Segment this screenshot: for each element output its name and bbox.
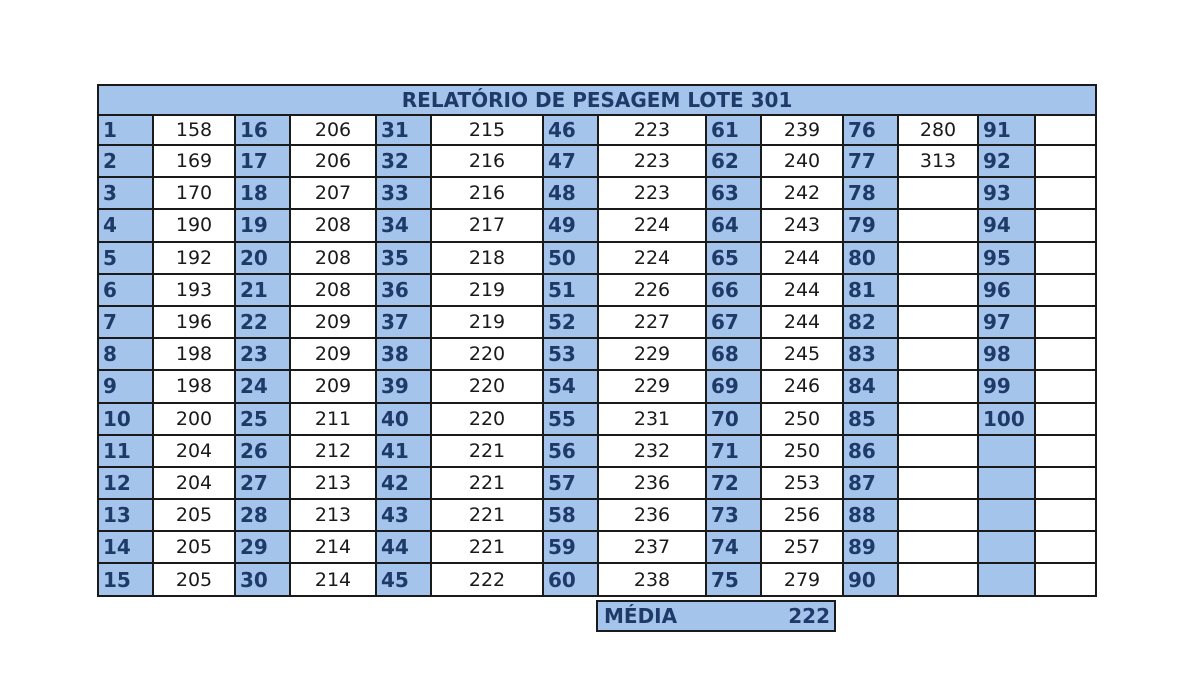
weight-cell bbox=[1035, 209, 1096, 241]
animal-number-cell: 82 bbox=[843, 306, 898, 338]
table-row bbox=[98, 403, 1096, 435]
animal-number-cell: 18 bbox=[235, 177, 290, 209]
animal-number-cell: 62 bbox=[706, 145, 761, 177]
animal-number-cell bbox=[978, 467, 1035, 499]
weight-cell bbox=[1035, 370, 1096, 402]
weight-cell bbox=[898, 370, 978, 402]
animal-number-cell: 30 bbox=[235, 563, 290, 595]
weight-cell: 279 bbox=[761, 563, 843, 595]
animal-number-cell: 99 bbox=[978, 370, 1035, 402]
table-row bbox=[98, 499, 1096, 531]
animal-number-cell: 47 bbox=[543, 145, 598, 177]
weight-cell bbox=[898, 306, 978, 338]
table-row bbox=[98, 531, 1096, 563]
animal-number-cell: 100 bbox=[978, 403, 1035, 435]
weight-cell: 169 bbox=[153, 145, 235, 177]
weight-cell bbox=[898, 274, 978, 306]
weight-cell: 231 bbox=[598, 403, 706, 435]
weight-cell bbox=[898, 563, 978, 595]
animal-number-cell: 45 bbox=[376, 563, 431, 595]
weight-cell: 219 bbox=[431, 274, 543, 306]
weight-cell bbox=[1035, 306, 1096, 338]
average-value: 222 bbox=[788, 604, 830, 628]
weight-cell: 208 bbox=[290, 274, 376, 306]
weight-cell: 222 bbox=[431, 563, 543, 595]
weight-cell: 242 bbox=[761, 177, 843, 209]
weight-cell: 196 bbox=[153, 306, 235, 338]
weight-cell: 220 bbox=[431, 338, 543, 370]
weight-cell: 250 bbox=[761, 403, 843, 435]
weight-cell: 192 bbox=[153, 242, 235, 274]
animal-number-cell: 49 bbox=[543, 209, 598, 241]
animal-number-cell: 70 bbox=[706, 403, 761, 435]
animal-number-cell: 57 bbox=[543, 467, 598, 499]
weight-cell bbox=[1035, 274, 1096, 306]
weight-cell: 224 bbox=[598, 209, 706, 241]
weight-cell: 205 bbox=[153, 531, 235, 563]
animal-number-cell: 69 bbox=[706, 370, 761, 402]
animal-number-cell: 80 bbox=[843, 242, 898, 274]
weight-cell: 219 bbox=[431, 306, 543, 338]
average-box bbox=[596, 600, 836, 632]
animal-number-cell: 21 bbox=[235, 274, 290, 306]
weight-cell: 214 bbox=[290, 531, 376, 563]
animal-number-cell: 53 bbox=[543, 338, 598, 370]
animal-number-cell: 98 bbox=[978, 338, 1035, 370]
weight-cell: 240 bbox=[761, 145, 843, 177]
animal-number-cell: 90 bbox=[843, 563, 898, 595]
table-row bbox=[98, 370, 1096, 402]
animal-number-cell: 72 bbox=[706, 467, 761, 499]
animal-number-cell: 52 bbox=[543, 306, 598, 338]
weight-cell: 229 bbox=[598, 370, 706, 402]
weight-cell: 280 bbox=[898, 115, 978, 145]
weight-cell bbox=[1035, 242, 1096, 274]
table-row bbox=[98, 115, 1096, 145]
weight-cell: 253 bbox=[761, 467, 843, 499]
table-row bbox=[98, 467, 1096, 499]
animal-number-cell: 33 bbox=[376, 177, 431, 209]
animal-number-cell: 83 bbox=[843, 338, 898, 370]
weight-cell bbox=[898, 209, 978, 241]
animal-number-cell: 7 bbox=[98, 306, 153, 338]
animal-number-cell: 84 bbox=[843, 370, 898, 402]
animal-number-cell: 41 bbox=[376, 435, 431, 467]
weight-cell: 238 bbox=[598, 563, 706, 595]
animal-number-cell bbox=[978, 563, 1035, 595]
animal-number-cell: 48 bbox=[543, 177, 598, 209]
table-row bbox=[98, 563, 1096, 595]
table-row bbox=[98, 306, 1096, 338]
animal-number-cell: 94 bbox=[978, 209, 1035, 241]
weight-cell bbox=[1035, 563, 1096, 595]
animal-number-cell: 51 bbox=[543, 274, 598, 306]
animal-number-cell: 96 bbox=[978, 274, 1035, 306]
animal-number-cell: 28 bbox=[235, 499, 290, 531]
table-body bbox=[98, 85, 1096, 596]
weight-cell: 244 bbox=[761, 306, 843, 338]
weight-cell: 200 bbox=[153, 403, 235, 435]
weight-cell: 198 bbox=[153, 338, 235, 370]
animal-number-cell: 31 bbox=[376, 115, 431, 145]
weight-cell: 220 bbox=[431, 370, 543, 402]
weight-cell: 209 bbox=[290, 370, 376, 402]
weight-cell: 224 bbox=[598, 242, 706, 274]
weight-cell: 170 bbox=[153, 177, 235, 209]
weight-cell bbox=[898, 435, 978, 467]
weight-cell: 216 bbox=[431, 177, 543, 209]
animal-number-cell: 13 bbox=[98, 499, 153, 531]
animal-number-cell: 16 bbox=[235, 115, 290, 145]
weight-cell: 246 bbox=[761, 370, 843, 402]
weight-cell: 244 bbox=[761, 274, 843, 306]
animal-number-cell: 9 bbox=[98, 370, 153, 402]
weight-cell bbox=[898, 499, 978, 531]
animal-number-cell: 25 bbox=[235, 403, 290, 435]
weight-cell bbox=[898, 338, 978, 370]
animal-number-cell: 29 bbox=[235, 531, 290, 563]
weight-cell: 229 bbox=[598, 338, 706, 370]
table-row bbox=[98, 274, 1096, 306]
weight-cell: 226 bbox=[598, 274, 706, 306]
weight-cell: 216 bbox=[431, 145, 543, 177]
weight-cell: 257 bbox=[761, 531, 843, 563]
animal-number-cell: 54 bbox=[543, 370, 598, 402]
table-row bbox=[98, 177, 1096, 209]
weight-cell: 223 bbox=[598, 115, 706, 145]
animal-number-cell bbox=[978, 499, 1035, 531]
weight-cell: 205 bbox=[153, 563, 235, 595]
animal-number-cell: 89 bbox=[843, 531, 898, 563]
weight-cell: 208 bbox=[290, 242, 376, 274]
animal-number-cell: 66 bbox=[706, 274, 761, 306]
animal-number-cell: 61 bbox=[706, 115, 761, 145]
weight-cell bbox=[1035, 177, 1096, 209]
weight-cell: 223 bbox=[598, 145, 706, 177]
animal-number-cell: 22 bbox=[235, 306, 290, 338]
animal-number-cell: 43 bbox=[376, 499, 431, 531]
table-row bbox=[98, 209, 1096, 241]
animal-number-cell: 64 bbox=[706, 209, 761, 241]
animal-number-cell: 17 bbox=[235, 145, 290, 177]
animal-number-cell: 20 bbox=[235, 242, 290, 274]
report-title: RELATÓRIO DE PESAGEM LOTE 301 bbox=[98, 85, 1096, 115]
weight-cell: 221 bbox=[431, 531, 543, 563]
animal-number-cell: 81 bbox=[843, 274, 898, 306]
animal-number-cell: 77 bbox=[843, 145, 898, 177]
weight-cell: 221 bbox=[431, 467, 543, 499]
animal-number-cell: 27 bbox=[235, 467, 290, 499]
animal-number-cell bbox=[978, 531, 1035, 563]
weight-cell: 213 bbox=[290, 499, 376, 531]
weight-cell bbox=[898, 467, 978, 499]
weight-cell: 218 bbox=[431, 242, 543, 274]
weight-cell: 245 bbox=[761, 338, 843, 370]
weight-cell: 204 bbox=[153, 467, 235, 499]
animal-number-cell: 5 bbox=[98, 242, 153, 274]
weight-cell: 243 bbox=[761, 209, 843, 241]
weight-cell: 237 bbox=[598, 531, 706, 563]
animal-number-cell: 34 bbox=[376, 209, 431, 241]
animal-number-cell: 15 bbox=[98, 563, 153, 595]
animal-number-cell: 97 bbox=[978, 306, 1035, 338]
weight-cell: 213 bbox=[290, 467, 376, 499]
weight-cell bbox=[1035, 338, 1096, 370]
animal-number-cell: 26 bbox=[235, 435, 290, 467]
weight-cell: 250 bbox=[761, 435, 843, 467]
average-label: MÉDIA bbox=[604, 604, 678, 628]
animal-number-cell: 46 bbox=[543, 115, 598, 145]
weight-cell: 217 bbox=[431, 209, 543, 241]
animal-number-cell: 75 bbox=[706, 563, 761, 595]
animal-number-cell: 11 bbox=[98, 435, 153, 467]
weight-cell: 215 bbox=[431, 115, 543, 145]
weight-cell bbox=[898, 403, 978, 435]
animal-number-cell: 8 bbox=[98, 338, 153, 370]
weight-cell: 223 bbox=[598, 177, 706, 209]
weight-cell bbox=[1035, 499, 1096, 531]
weight-cell bbox=[898, 531, 978, 563]
weight-cell: 205 bbox=[153, 499, 235, 531]
animal-number-cell: 23 bbox=[235, 338, 290, 370]
weight-cell bbox=[1035, 435, 1096, 467]
animal-number-cell: 56 bbox=[543, 435, 598, 467]
weighing-table bbox=[97, 84, 1097, 597]
animal-number-cell: 50 bbox=[543, 242, 598, 274]
weight-cell: 211 bbox=[290, 403, 376, 435]
animal-number-cell: 19 bbox=[235, 209, 290, 241]
weight-cell bbox=[1035, 115, 1096, 145]
animal-number-cell: 35 bbox=[376, 242, 431, 274]
weight-cell: 158 bbox=[153, 115, 235, 145]
animal-number-cell bbox=[978, 435, 1035, 467]
weight-cell: 232 bbox=[598, 435, 706, 467]
animal-number-cell: 58 bbox=[543, 499, 598, 531]
animal-number-cell: 39 bbox=[376, 370, 431, 402]
animal-number-cell: 6 bbox=[98, 274, 153, 306]
animal-number-cell: 14 bbox=[98, 531, 153, 563]
weight-cell: 193 bbox=[153, 274, 235, 306]
weight-cell: 204 bbox=[153, 435, 235, 467]
weight-cell bbox=[898, 242, 978, 274]
animal-number-cell: 2 bbox=[98, 145, 153, 177]
animal-number-cell: 3 bbox=[98, 177, 153, 209]
animal-number-cell: 91 bbox=[978, 115, 1035, 145]
table-row bbox=[98, 435, 1096, 467]
weight-cell: 313 bbox=[898, 145, 978, 177]
animal-number-cell: 85 bbox=[843, 403, 898, 435]
animal-number-cell: 74 bbox=[706, 531, 761, 563]
weight-cell: 227 bbox=[598, 306, 706, 338]
animal-number-cell: 92 bbox=[978, 145, 1035, 177]
table-row bbox=[98, 338, 1096, 370]
weight-cell bbox=[1035, 403, 1096, 435]
table-row bbox=[98, 242, 1096, 274]
animal-number-cell: 76 bbox=[843, 115, 898, 145]
animal-number-cell: 88 bbox=[843, 499, 898, 531]
weight-cell: 236 bbox=[598, 467, 706, 499]
weight-cell: 206 bbox=[290, 145, 376, 177]
weight-cell: 239 bbox=[761, 115, 843, 145]
weight-cell: 206 bbox=[290, 115, 376, 145]
animal-number-cell: 1 bbox=[98, 115, 153, 145]
animal-number-cell: 38 bbox=[376, 338, 431, 370]
weight-cell: 256 bbox=[761, 499, 843, 531]
weight-cell: 221 bbox=[431, 435, 543, 467]
animal-number-cell: 78 bbox=[843, 177, 898, 209]
animal-number-cell: 71 bbox=[706, 435, 761, 467]
weight-cell: 214 bbox=[290, 563, 376, 595]
weight-cell: 220 bbox=[431, 403, 543, 435]
weight-cell: 209 bbox=[290, 338, 376, 370]
animal-number-cell: 65 bbox=[706, 242, 761, 274]
animal-number-cell: 42 bbox=[376, 467, 431, 499]
animal-number-cell: 12 bbox=[98, 467, 153, 499]
animal-number-cell: 4 bbox=[98, 209, 153, 241]
animal-number-cell: 59 bbox=[543, 531, 598, 563]
weight-cell: 212 bbox=[290, 435, 376, 467]
weight-cell: 198 bbox=[153, 370, 235, 402]
weighing-report bbox=[97, 84, 1095, 597]
weight-cell bbox=[1035, 145, 1096, 177]
weight-cell: 208 bbox=[290, 209, 376, 241]
animal-number-cell: 68 bbox=[706, 338, 761, 370]
weight-cell: 236 bbox=[598, 499, 706, 531]
weight-cell bbox=[1035, 467, 1096, 499]
animal-number-cell: 95 bbox=[978, 242, 1035, 274]
animal-number-cell: 10 bbox=[98, 403, 153, 435]
animal-number-cell: 36 bbox=[376, 274, 431, 306]
animal-number-cell: 79 bbox=[843, 209, 898, 241]
animal-number-cell: 87 bbox=[843, 467, 898, 499]
weight-cell: 221 bbox=[431, 499, 543, 531]
weight-cell: 244 bbox=[761, 242, 843, 274]
animal-number-cell: 73 bbox=[706, 499, 761, 531]
animal-number-cell: 40 bbox=[376, 403, 431, 435]
weight-cell bbox=[1035, 531, 1096, 563]
animal-number-cell: 32 bbox=[376, 145, 431, 177]
animal-number-cell: 63 bbox=[706, 177, 761, 209]
weight-cell: 209 bbox=[290, 306, 376, 338]
animal-number-cell: 44 bbox=[376, 531, 431, 563]
animal-number-cell: 60 bbox=[543, 563, 598, 595]
animal-number-cell: 24 bbox=[235, 370, 290, 402]
animal-number-cell: 37 bbox=[376, 306, 431, 338]
table-row bbox=[98, 145, 1096, 177]
animal-number-cell: 93 bbox=[978, 177, 1035, 209]
weight-cell: 207 bbox=[290, 177, 376, 209]
animal-number-cell: 67 bbox=[706, 306, 761, 338]
weight-cell: 190 bbox=[153, 209, 235, 241]
animal-number-cell: 55 bbox=[543, 403, 598, 435]
animal-number-cell: 86 bbox=[843, 435, 898, 467]
weight-cell bbox=[898, 177, 978, 209]
